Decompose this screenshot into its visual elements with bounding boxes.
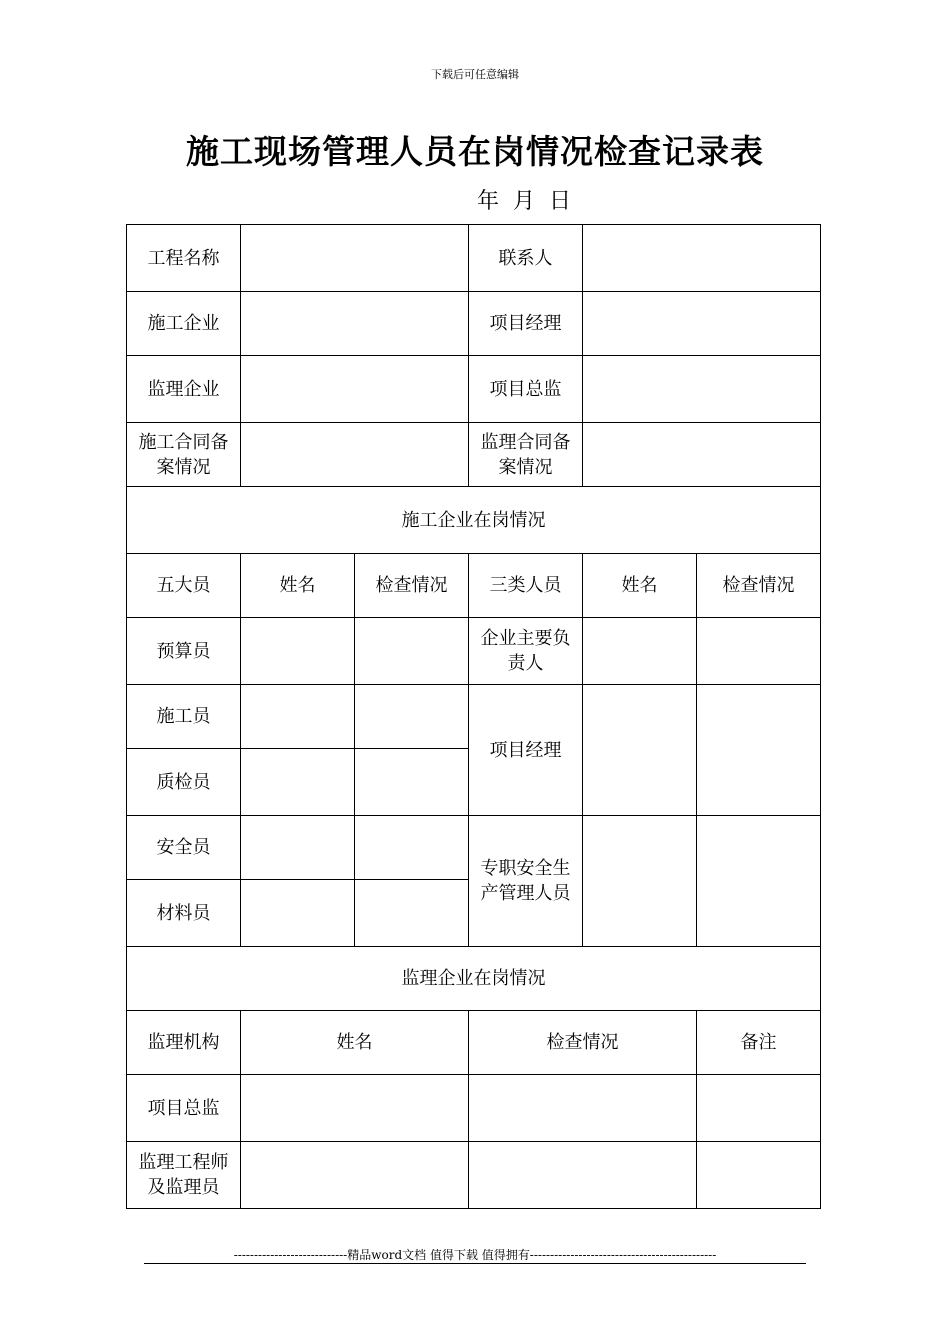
column-header: 检查情况 [697, 554, 821, 618]
role-label: 预算员 [127, 618, 241, 685]
column-header: 备注 [697, 1011, 821, 1075]
role-label: 材料员 [127, 880, 241, 947]
role-label: 安全员 [127, 816, 241, 880]
check-cell[interactable] [355, 880, 469, 947]
header-note: 下载后可任意编辑 [431, 68, 519, 81]
name-cell[interactable] [241, 1142, 469, 1209]
name-cell[interactable] [241, 816, 355, 880]
check-cell[interactable] [355, 749, 469, 816]
table-row [127, 487, 821, 554]
supervision-section-title: 监理企业在岗情况 [127, 947, 821, 1011]
footer-divider [144, 1263, 806, 1264]
date-month: 月 [513, 189, 538, 214]
table-row [127, 423, 821, 487]
date-year: 年 [477, 189, 502, 214]
check-cell[interactable] [469, 1075, 697, 1142]
date-day: 日 [549, 189, 574, 214]
contact-label: 联系人 [469, 225, 583, 292]
name-cell[interactable] [241, 618, 355, 685]
check-cell[interactable] [697, 618, 821, 685]
table-row [127, 225, 821, 292]
role-label: 质检员 [127, 749, 241, 816]
table-row [127, 947, 821, 1011]
check-cell[interactable] [697, 685, 821, 816]
check-cell[interactable] [469, 1142, 697, 1209]
role-label: 施工员 [127, 685, 241, 749]
inspection-form-table [126, 224, 821, 1209]
table-row [127, 1142, 821, 1209]
supervision-contract-value[interactable] [583, 423, 821, 487]
supervision-company-value[interactable] [241, 356, 469, 423]
supervision-company-label: 监理企业 [127, 356, 241, 423]
table-row [127, 618, 821, 685]
name-cell[interactable] [241, 1075, 469, 1142]
supervision-contract-label: 监理合同备案情况 [469, 423, 583, 487]
table-row [127, 685, 821, 749]
construction-section-title: 施工企业在岗情况 [127, 487, 821, 554]
table-row [127, 1075, 821, 1142]
role-label: 专职安全生产管理人员 [469, 816, 583, 947]
column-header: 三类人员 [469, 554, 583, 618]
check-cell[interactable] [355, 618, 469, 685]
name-cell[interactable] [241, 685, 355, 749]
role-label: 监理工程师及监理员 [127, 1142, 241, 1209]
date-line [477, 184, 585, 215]
table-row [127, 816, 821, 880]
role-label: 企业主要负责人 [469, 618, 583, 685]
page-title: 施工现场管理人员在岗情况检查记录表 [186, 132, 764, 171]
check-cell[interactable] [697, 816, 821, 947]
project-manager-label: 项目经理 [469, 292, 583, 356]
construction-company-value[interactable] [241, 292, 469, 356]
project-name-value[interactable] [241, 225, 469, 292]
footer-note: ----------------------------精品word文档 值得下载 值得拥有---------------------------------------------- [233, 1248, 717, 1262]
remark-cell[interactable] [697, 1075, 821, 1142]
contact-value[interactable] [583, 225, 821, 292]
construction-contract-value[interactable] [241, 423, 469, 487]
column-header: 监理机构 [127, 1011, 241, 1075]
project-name-label: 工程名称 [127, 225, 241, 292]
role-label: 项目经理 [469, 685, 583, 816]
column-header: 五大员 [127, 554, 241, 618]
column-header: 检查情况 [469, 1011, 697, 1075]
table-row [127, 292, 821, 356]
chief-supervisor-value[interactable] [583, 356, 821, 423]
column-header: 姓名 [241, 1011, 469, 1075]
check-cell[interactable] [355, 816, 469, 880]
column-header: 检查情况 [355, 554, 469, 618]
column-header: 姓名 [241, 554, 355, 618]
project-manager-value[interactable] [583, 292, 821, 356]
name-cell[interactable] [241, 880, 355, 947]
check-cell[interactable] [355, 685, 469, 749]
construction-company-label: 施工企业 [127, 292, 241, 356]
name-cell[interactable] [241, 749, 355, 816]
construction-contract-label: 施工合同备案情况 [127, 423, 241, 487]
remark-cell[interactable] [697, 1142, 821, 1209]
table-header-row [127, 554, 821, 618]
column-header: 姓名 [583, 554, 697, 618]
name-cell[interactable] [583, 816, 697, 947]
name-cell[interactable] [583, 618, 697, 685]
table-header-row [127, 1011, 821, 1075]
chief-supervisor-label: 项目总监 [469, 356, 583, 423]
table-row [127, 356, 821, 423]
name-cell[interactable] [583, 685, 697, 816]
role-label: 项目总监 [127, 1075, 241, 1142]
